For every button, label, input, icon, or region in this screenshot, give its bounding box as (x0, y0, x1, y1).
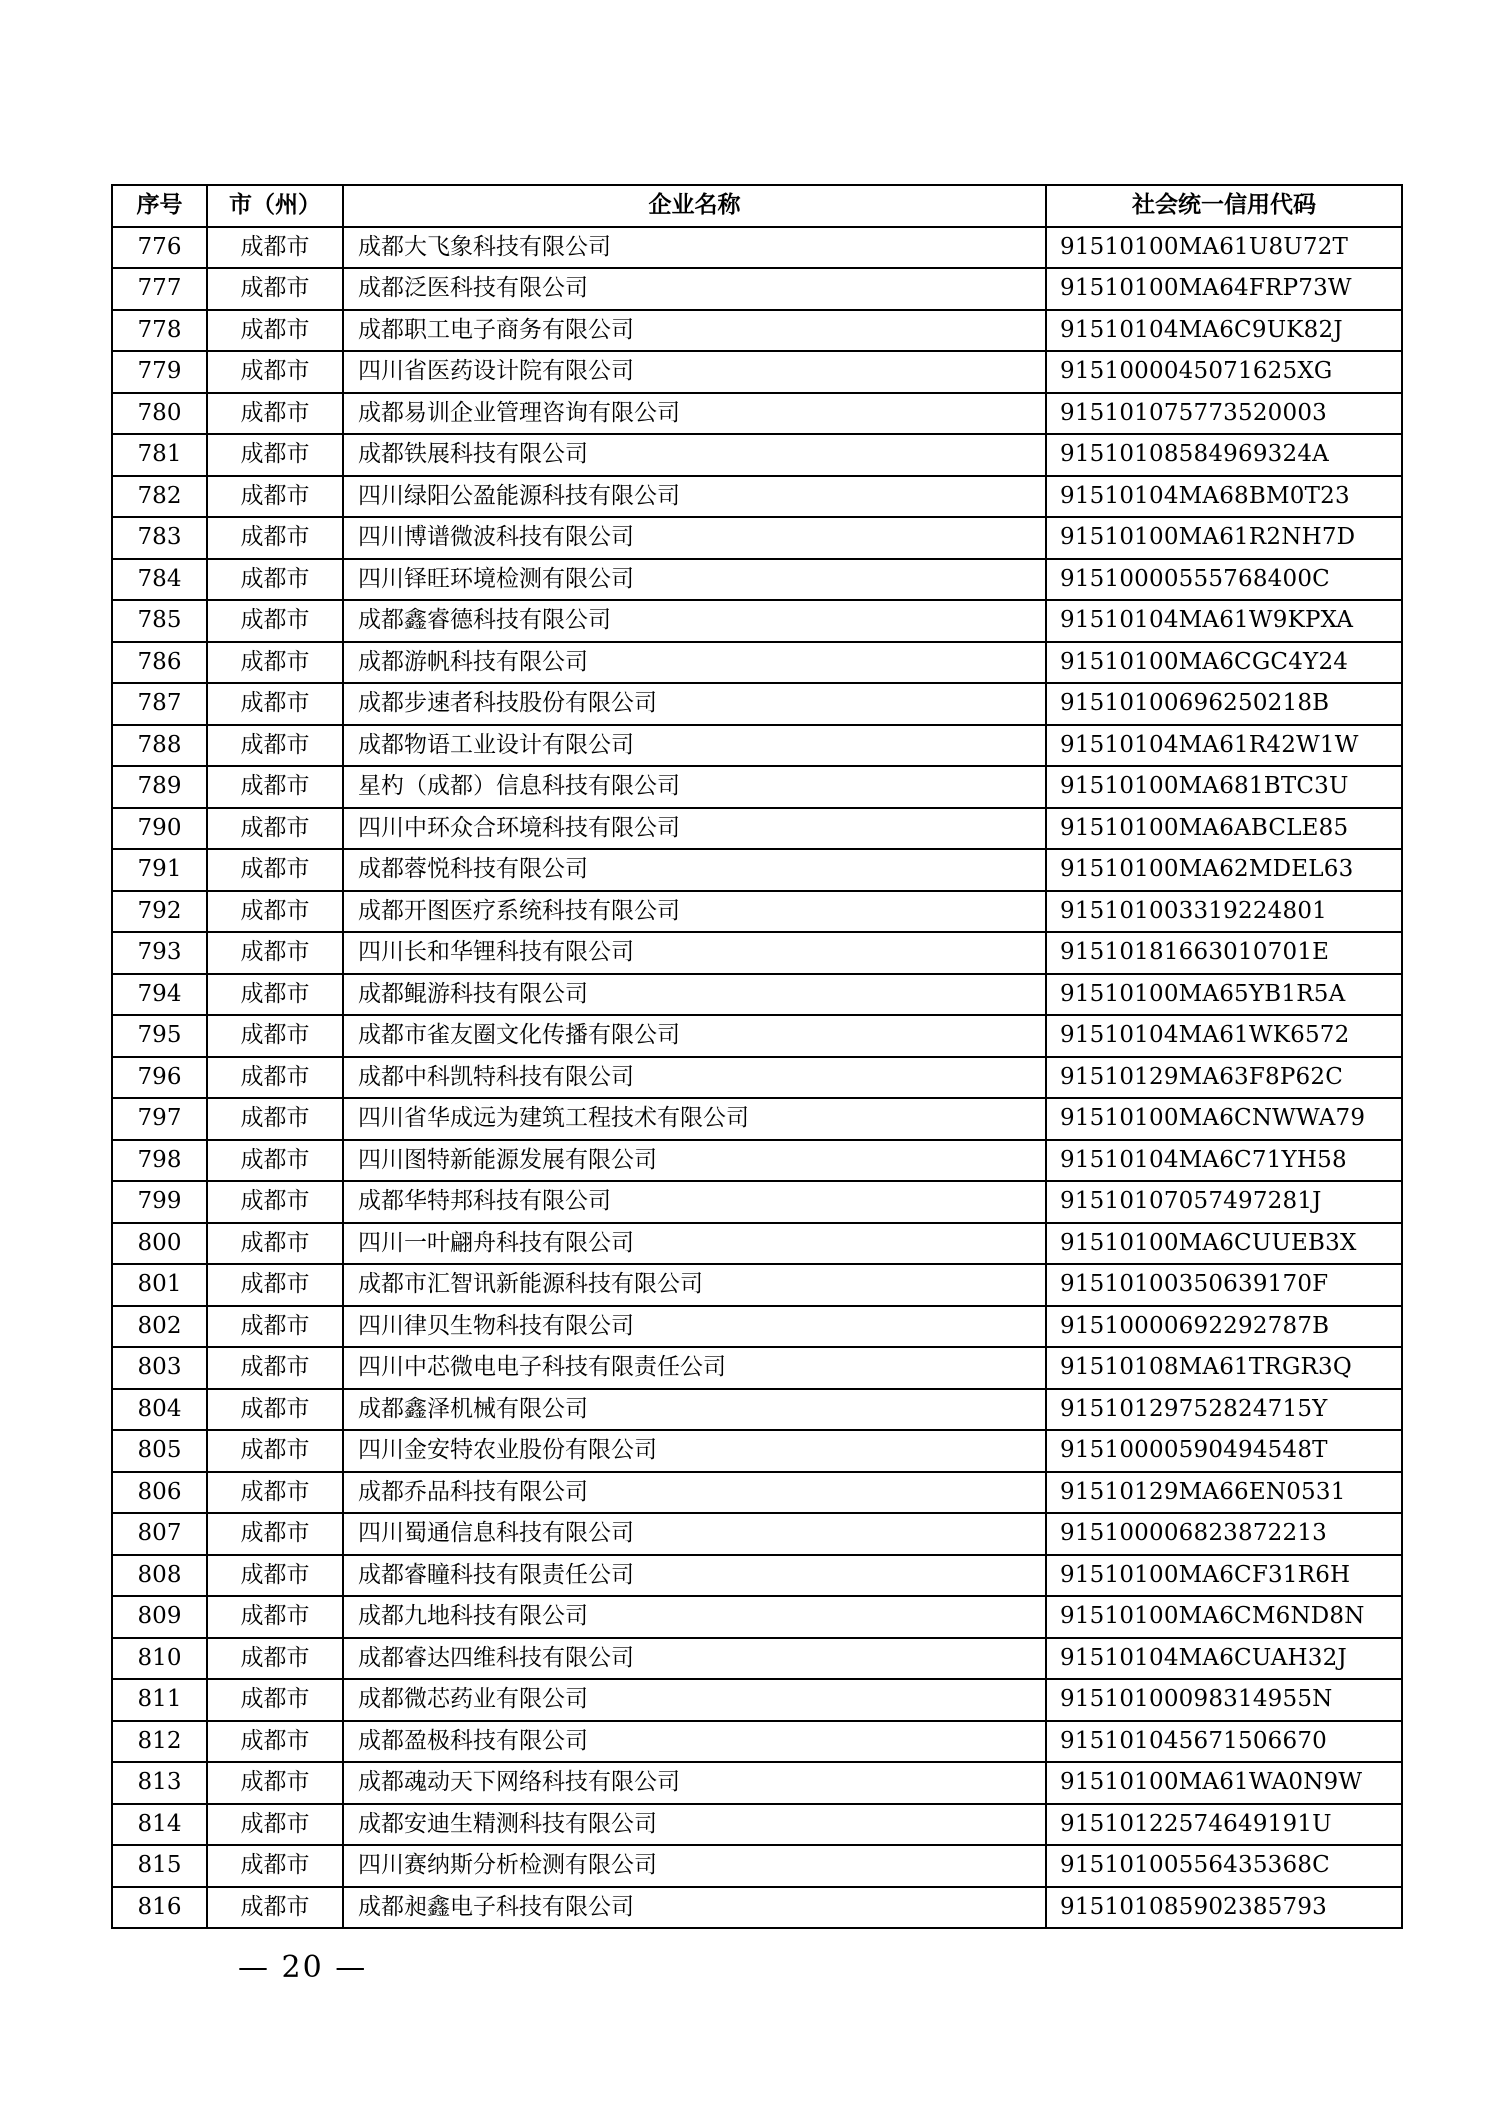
credit-code-cell: 91510100MA6CGC4Y24 (1046, 642, 1402, 684)
serial-number-cell: 780 (112, 393, 207, 435)
city-cell: 成都市 (207, 1430, 343, 1472)
serial-number-cell: 784 (112, 559, 207, 601)
company-name-cell: 四川一叶翩舟科技有限公司 (343, 1223, 1046, 1265)
company-name-cell: 成都市雀友圈文化传播有限公司 (343, 1015, 1046, 1057)
table-row (112, 1762, 1402, 1804)
city-cell: 成都市 (207, 476, 343, 518)
company-name-cell: 成都游帆科技有限公司 (343, 642, 1046, 684)
serial-number-cell: 792 (112, 891, 207, 933)
credit-code-cell: 91510100MA6CM6ND8N (1046, 1596, 1402, 1638)
city-cell: 成都市 (207, 1015, 343, 1057)
table-row (112, 476, 1402, 518)
city-cell: 成都市 (207, 974, 343, 1016)
credit-code-cell: 91510100MA6CNWWA79 (1046, 1098, 1402, 1140)
city-cell: 成都市 (207, 1762, 343, 1804)
table-row (112, 683, 1402, 725)
city-cell: 成都市 (207, 766, 343, 808)
city-cell: 成都市 (207, 932, 343, 974)
city-cell: 成都市 (207, 351, 343, 393)
city-cell: 成都市 (207, 642, 343, 684)
city-cell: 成都市 (207, 1264, 343, 1306)
city-cell: 成都市 (207, 1306, 343, 1348)
company-name-cell: 四川律贝生物科技有限公司 (343, 1306, 1046, 1348)
table-row (112, 1721, 1402, 1763)
table-row (112, 1015, 1402, 1057)
company-name-cell: 成都睿达四维科技有限公司 (343, 1638, 1046, 1680)
credit-code-cell: 91510100MA62MDEL63 (1046, 849, 1402, 891)
table-row (112, 227, 1402, 269)
table-row (112, 1223, 1402, 1265)
city-cell: 成都市 (207, 310, 343, 352)
serial-number-cell: 776 (112, 227, 207, 269)
city-cell: 成都市 (207, 517, 343, 559)
credit-code-cell: 915100006823872213 (1046, 1513, 1402, 1555)
city-cell: 成都市 (207, 1679, 343, 1721)
company-name-cell: 成都华特邦科技有限公司 (343, 1181, 1046, 1223)
city-cell: 成都市 (207, 227, 343, 269)
table-row (112, 1555, 1402, 1597)
table-row (112, 393, 1402, 435)
company-name-cell: 四川长和华锂科技有限公司 (343, 932, 1046, 974)
city-cell: 成都市 (207, 1845, 343, 1887)
credit-code-cell: 915101045671506670 (1046, 1721, 1402, 1763)
serial-number-cell: 809 (112, 1596, 207, 1638)
credit-code-cell: 91510100MA6CF31R6H (1046, 1555, 1402, 1597)
table-row (112, 517, 1402, 559)
city-cell: 成都市 (207, 1887, 343, 1929)
serial-number-cell: 810 (112, 1638, 207, 1680)
city-cell: 成都市 (207, 1638, 343, 1680)
credit-code-cell: 91510104MA6CUAH32J (1046, 1638, 1402, 1680)
city-cell: 成都市 (207, 393, 343, 435)
header-credit-code: 社会统一信用代码 (1046, 185, 1402, 227)
company-name-cell: 成都物语工业设计有限公司 (343, 725, 1046, 767)
serial-number-cell: 785 (112, 600, 207, 642)
table-row (112, 932, 1402, 974)
city-cell: 成都市 (207, 1472, 343, 1514)
credit-code-cell: 91510100556435368C (1046, 1845, 1402, 1887)
credit-code-cell: 91510100MA61R2NH7D (1046, 517, 1402, 559)
serial-number-cell: 794 (112, 974, 207, 1016)
serial-number-cell: 778 (112, 310, 207, 352)
credit-code-cell: 91510000590494548T (1046, 1430, 1402, 1472)
table-header-row (112, 185, 1402, 227)
credit-code-cell: 91510000692292787B (1046, 1306, 1402, 1348)
city-cell: 成都市 (207, 683, 343, 725)
city-cell: 成都市 (207, 268, 343, 310)
serial-number-cell: 812 (112, 1721, 207, 1763)
company-name-cell: 成都微芯药业有限公司 (343, 1679, 1046, 1721)
city-cell: 成都市 (207, 1347, 343, 1389)
city-cell: 成都市 (207, 1098, 343, 1140)
credit-code-cell: 915101075773520003 (1046, 393, 1402, 435)
credit-code-cell: 91510129MA63F8P62C (1046, 1057, 1402, 1099)
company-name-cell: 四川省华成远为建筑工程技术有限公司 (343, 1098, 1046, 1140)
company-name-cell: 成都乔品科技有限公司 (343, 1472, 1046, 1514)
credit-code-cell: 91510100MA61WA0N9W (1046, 1762, 1402, 1804)
serial-number-cell: 781 (112, 434, 207, 476)
company-name-cell: 四川赛纳斯分析检测有限公司 (343, 1845, 1046, 1887)
company-name-cell: 成都鲲游科技有限公司 (343, 974, 1046, 1016)
serial-number-cell: 782 (112, 476, 207, 518)
serial-number-cell: 790 (112, 808, 207, 850)
table-row (112, 434, 1402, 476)
credit-code-cell: 91510100MA65YB1R5A (1046, 974, 1402, 1016)
city-cell: 成都市 (207, 1555, 343, 1597)
serial-number-cell: 795 (112, 1015, 207, 1057)
city-cell: 成都市 (207, 1596, 343, 1638)
table-row (112, 1887, 1402, 1929)
city-cell: 成都市 (207, 1140, 343, 1182)
city-cell: 成都市 (207, 1223, 343, 1265)
company-name-cell: 星杓（成都）信息科技有限公司 (343, 766, 1046, 808)
serial-number-cell: 805 (112, 1430, 207, 1472)
table-row (112, 1430, 1402, 1472)
credit-code-cell: 91510100MA6ABCLE85 (1046, 808, 1402, 850)
table-row (112, 1596, 1402, 1638)
company-name-cell: 成都易训企业管理咨询有限公司 (343, 393, 1046, 435)
credit-code-cell: 91510108MA61TRGR3Q (1046, 1347, 1402, 1389)
company-name-cell: 四川中环众合环境科技有限公司 (343, 808, 1046, 850)
table-row (112, 1057, 1402, 1099)
table-row (112, 1140, 1402, 1182)
city-cell: 成都市 (207, 1389, 343, 1431)
table-row (112, 351, 1402, 393)
table-row (112, 1679, 1402, 1721)
table-body (112, 227, 1402, 1929)
credit-code-cell: 91510108584969324A (1046, 434, 1402, 476)
city-cell: 成都市 (207, 891, 343, 933)
serial-number-cell: 800 (112, 1223, 207, 1265)
credit-code-cell: 91510100350639170F (1046, 1264, 1402, 1306)
credit-code-cell: 91510104MA6C9UK82J (1046, 310, 1402, 352)
serial-number-cell: 797 (112, 1098, 207, 1140)
city-cell: 成都市 (207, 808, 343, 850)
credit-code-cell: 91510100098314955N (1046, 1679, 1402, 1721)
company-name-cell: 成都中科凯特科技有限公司 (343, 1057, 1046, 1099)
serial-number-cell: 779 (112, 351, 207, 393)
table-row (112, 725, 1402, 767)
serial-number-cell: 814 (112, 1804, 207, 1846)
credit-code-cell: 91510104MA61R42W1W (1046, 725, 1402, 767)
table-row (112, 849, 1402, 891)
company-name-cell: 成都开图医疗系统科技有限公司 (343, 891, 1046, 933)
company-name-cell: 四川省医药设计院有限公司 (343, 351, 1046, 393)
company-name-cell: 成都泛医科技有限公司 (343, 268, 1046, 310)
enterprise-table (111, 184, 1403, 1929)
company-name-cell: 成都大飞象科技有限公司 (343, 227, 1046, 269)
header-serial-number: 序号 (112, 185, 207, 227)
table-row (112, 891, 1402, 933)
table-row (112, 1513, 1402, 1555)
company-name-cell: 成都蓉悦科技有限公司 (343, 849, 1046, 891)
credit-code-cell: 91510181663010701E (1046, 932, 1402, 974)
credit-code-cell: 91510107057497281J (1046, 1181, 1402, 1223)
table-row (112, 1098, 1402, 1140)
serial-number-cell: 816 (112, 1887, 207, 1929)
company-name-cell: 成都盈极科技有限公司 (343, 1721, 1046, 1763)
company-name-cell: 成都鑫泽机械有限公司 (343, 1389, 1046, 1431)
credit-code-cell: 91510129752824715Y (1046, 1389, 1402, 1431)
city-cell: 成都市 (207, 1804, 343, 1846)
credit-code-cell: 91510129MA66EN0531 (1046, 1472, 1402, 1514)
serial-number-cell: 804 (112, 1389, 207, 1431)
credit-code-cell: 91510104MA61W9KPXA (1046, 600, 1402, 642)
table-row (112, 1181, 1402, 1223)
company-name-cell: 成都步速者科技股份有限公司 (343, 683, 1046, 725)
company-name-cell: 成都市汇智讯新能源科技有限公司 (343, 1264, 1046, 1306)
table-row (112, 1389, 1402, 1431)
serial-number-cell: 787 (112, 683, 207, 725)
company-name-cell: 四川图特新能源发展有限公司 (343, 1140, 1046, 1182)
serial-number-cell: 807 (112, 1513, 207, 1555)
table-row (112, 1845, 1402, 1887)
table-row (112, 1804, 1402, 1846)
company-name-cell: 四川博谱微波科技有限公司 (343, 517, 1046, 559)
serial-number-cell: 815 (112, 1845, 207, 1887)
company-name-cell: 四川铎旺环境检测有限公司 (343, 559, 1046, 601)
company-name-cell: 四川中芯微电电子科技有限责任公司 (343, 1347, 1046, 1389)
credit-code-cell: 91510100MA6CUUEB3X (1046, 1223, 1402, 1265)
table-row (112, 600, 1402, 642)
company-name-cell: 成都睿瞳科技有限责任公司 (343, 1555, 1046, 1597)
company-name-cell: 四川绿阳公盈能源科技有限公司 (343, 476, 1046, 518)
credit-code-cell: 91510000555768400C (1046, 559, 1402, 601)
serial-number-cell: 806 (112, 1472, 207, 1514)
serial-number-cell: 791 (112, 849, 207, 891)
city-cell: 成都市 (207, 434, 343, 476)
header-company-name: 企业名称 (343, 185, 1046, 227)
city-cell: 成都市 (207, 1181, 343, 1223)
credit-code-cell: 91510100MA64FRP73W (1046, 268, 1402, 310)
serial-number-cell: 813 (112, 1762, 207, 1804)
credit-code-cell: 91510122574649191U (1046, 1804, 1402, 1846)
table-row (112, 310, 1402, 352)
city-cell: 成都市 (207, 1057, 343, 1099)
serial-number-cell: 799 (112, 1181, 207, 1223)
header-city: 市（州） (207, 185, 343, 227)
serial-number-cell: 789 (112, 766, 207, 808)
company-name-cell: 成都魂动天下网络科技有限公司 (343, 1762, 1046, 1804)
company-name-cell: 四川金安特农业股份有限公司 (343, 1430, 1046, 1472)
table-row (112, 1264, 1402, 1306)
company-name-cell: 成都九地科技有限公司 (343, 1596, 1046, 1638)
city-cell: 成都市 (207, 600, 343, 642)
serial-number-cell: 811 (112, 1679, 207, 1721)
serial-number-cell: 801 (112, 1264, 207, 1306)
page-number: — 20 — (238, 1950, 368, 1985)
table-row (112, 1638, 1402, 1680)
serial-number-cell: 808 (112, 1555, 207, 1597)
serial-number-cell: 783 (112, 517, 207, 559)
credit-code-cell: 91510104MA68BM0T23 (1046, 476, 1402, 518)
serial-number-cell: 788 (112, 725, 207, 767)
credit-code-cell: 91510100696250218B (1046, 683, 1402, 725)
credit-code-cell: 9151000045071625XG (1046, 351, 1402, 393)
serial-number-cell: 798 (112, 1140, 207, 1182)
table-row (112, 808, 1402, 850)
city-cell: 成都市 (207, 849, 343, 891)
company-name-cell: 成都昶鑫电子科技有限公司 (343, 1887, 1046, 1929)
credit-code-cell: 915101085902385793 (1046, 1887, 1402, 1929)
table-row (112, 642, 1402, 684)
credit-code-cell: 91510104MA6C71YH58 (1046, 1140, 1402, 1182)
serial-number-cell: 786 (112, 642, 207, 684)
company-name-cell: 成都铁展科技有限公司 (343, 434, 1046, 476)
table-row (112, 559, 1402, 601)
table-row (112, 268, 1402, 310)
company-name-cell: 成都鑫睿德科技有限公司 (343, 600, 1046, 642)
serial-number-cell: 796 (112, 1057, 207, 1099)
table-row (112, 766, 1402, 808)
city-cell: 成都市 (207, 1513, 343, 1555)
serial-number-cell: 793 (112, 932, 207, 974)
credit-code-cell: 91510100MA61U8U72T (1046, 227, 1402, 269)
city-cell: 成都市 (207, 1721, 343, 1763)
credit-code-cell: 91510104MA61WK6572 (1046, 1015, 1402, 1057)
serial-number-cell: 777 (112, 268, 207, 310)
table-row (112, 1347, 1402, 1389)
serial-number-cell: 802 (112, 1306, 207, 1348)
company-name-cell: 成都职工电子商务有限公司 (343, 310, 1046, 352)
company-name-cell: 成都安迪生精测科技有限公司 (343, 1804, 1046, 1846)
city-cell: 成都市 (207, 559, 343, 601)
city-cell: 成都市 (207, 725, 343, 767)
table-row (112, 974, 1402, 1016)
serial-number-cell: 803 (112, 1347, 207, 1389)
company-name-cell: 四川蜀通信息科技有限公司 (343, 1513, 1046, 1555)
credit-code-cell: 91510100MA681BTC3U (1046, 766, 1402, 808)
credit-code-cell: 915101003319224801 (1046, 891, 1402, 933)
table-row (112, 1306, 1402, 1348)
table-row (112, 1472, 1402, 1514)
